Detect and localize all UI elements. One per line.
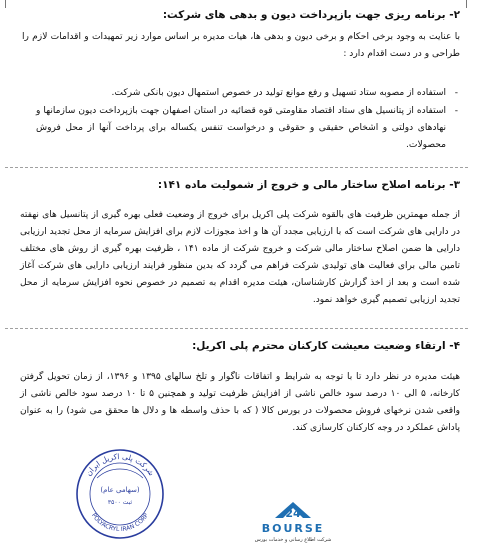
bullet-text: استفاده از مصوبه ستاد تسهیل و رفع موانع تولید در خصوص استمهال دیون بانکی شرکت.	[111, 88, 446, 98]
section2-heading: ۲- برنامه ریزی جهت بازپرداخت دیون و بدهی های شرکت:	[162, 9, 460, 21]
bullet-dash: -	[454, 88, 458, 98]
bullet-dash: -	[454, 106, 458, 116]
section4-body: هیئت مدیره در نظر دارد تا با توجه به شرایط و اتفاقات ناگوار و تلخ سالهای ۱۳۹۵ و ۱۳۹۶، از زمان تحویل گرفتن کارخانه، ۵ الی ۱۰ درصد سود خالص ناشی از افزایش ظرفیت تولید و همچنین ۵ تا ۱۰ درصد سود خالص ناشی از واقعی شدن نرخهای فروش محصولات در بورس کالا ( که با حذف واسطه ها و دلال ها محقق می شود) را به عنوان پاداش عملکرد در وجه کارکنان کارسازی کند.	[20, 372, 460, 433]
stamp-inner-text: (سهامی عام)	[100, 486, 140, 494]
stamp-outer-text: شرکت پلی اکریل ایران	[83, 451, 157, 478]
section3-body: از جمله مهمترین ظرفیت های بالقوه شرکت پلی اکریل برای خروج از وضعیت فعلی بهره گیری از پتانسیل های نهفته در دارایی های شرکت است که با ارزیابی مجدد آن ها و اخذ مجوزات لازم برای افزایش سرمایه از محل تجدید ارزیابی دارایی ها ضمن اصلاح ساختار مالی شرکت و خروج شرکت از ماده ۱۴۱ ، ظرفیت بهره گیری از روش های مختلف تامین مالی برای فعالیت های تولیدی شرکت فراهم می گردد که بدین منظور فرایند ارزیابی دارایی های شرکت آغاز شده است و بعد از اخذ گزارش کارشناسان، هیئت مدیره اقدام به تصمیم در خصوص نحوه افزایش سرمایه از محل تجدید ارزیابی تصمیم گیری خواهد نمود.	[20, 210, 460, 305]
bullet-text: استفاده از پتانسیل های ستاد اقتصاد مقاومتی قوه قضائیه در استان اصفهان جهت بازپرداخت دیون سازمانها و نهادهای دولتی و اشخاص حقیقی و حقوقی و درخواست تنفس یکساله برای پرداخت آنها از محل فروش محصولات.	[36, 106, 446, 150]
stamp-signature-stroke	[97, 469, 143, 478]
page-frame-top	[5, 0, 467, 8]
bourse-logo	[235, 496, 385, 544]
logo-tagline: شرکت اطلاع رسانی و خدمات بورس	[254, 537, 332, 543]
section4-heading: ۴- ارتقاء وضعیت معیشت کارکنان محترم پلی اکریل:	[192, 340, 460, 352]
section2-intro: با عنایت به وجود برخی احکام و برخی دیون و بدهی ها، هیات مدیره بر اساس موارد زیر تمهیدات و اقدامات لازم را طراحی و در دست اقدام دارد :	[22, 32, 460, 59]
stamp-latin-text: POLYACRYL IRAN CORP	[89, 512, 151, 534]
section2-bullet-2	[36, 103, 458, 154]
section2-bullet-1	[36, 85, 458, 102]
stamp-reg-no: ثبت ۳۵۰۰	[107, 499, 133, 506]
section-divider	[5, 167, 468, 168]
logo-name: BOURSE	[261, 522, 325, 535]
logo-number: 24	[285, 507, 301, 520]
company-stamp	[75, 448, 165, 540]
section-divider	[5, 328, 468, 329]
section3-heading: ۳- برنامه اصلاح ساختار مالی و خروج از شمولیت ماده ۱۴۱:	[157, 179, 460, 191]
